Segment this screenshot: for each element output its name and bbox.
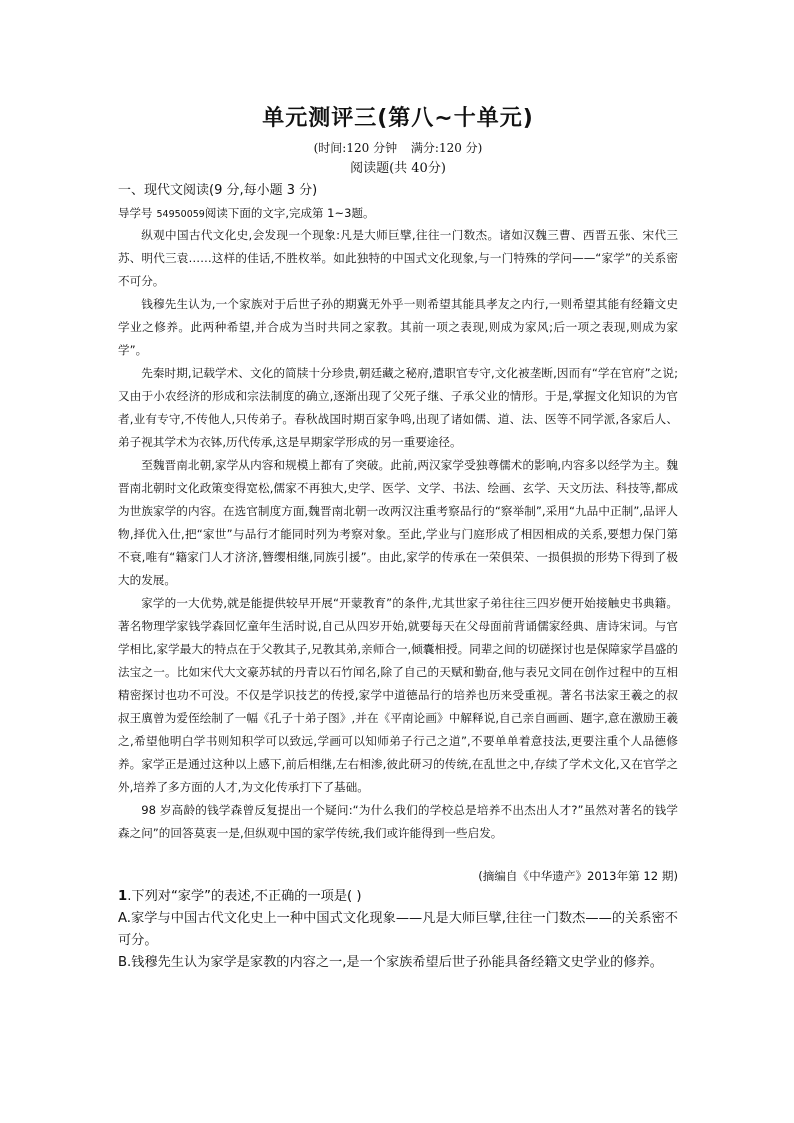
question-stem	[118, 886, 678, 908]
guide-text: 阅读下面的文字,完成第 1~3题。	[204, 206, 375, 220]
section-subheading: 阅读题(共 40分)	[350, 161, 446, 176]
exam-meta	[118, 140, 678, 156]
option-b[interactable]: B.钱穆先生认为家学是家教的内容之一,是一个家族希望后世子孙能具备经籍文史学业的修养。	[118, 955, 663, 970]
reading-passage	[118, 224, 678, 845]
exam-time: (时间:120 分钟	[313, 141, 398, 155]
guide-number: 54950059	[156, 209, 205, 220]
guide-label: 导学号	[118, 206, 153, 220]
passage-paragraph: 纵观中国古代文化史,会发现一个现象:凡是大师巨擘,往往一门数杰。诸如汉魏三曹、西晋五张、宋代三苏、明代三袁……这样的佳话,不胜枚举。如此独特的中国式文化现象,与一门特殊的学问——“家学”的关系密不可分。	[118, 228, 678, 288]
page-title: 单元测评三(第八~十单元)	[262, 106, 534, 131]
section-heading: 一、现代文阅读(9 分,每小题 3 分)	[118, 183, 318, 198]
passage-paragraph: 98 岁高龄的钱学森曾反复提出一个疑问:“为什么我们的学校总是培养不出杰出人才?”虽然对著名的钱学森之问”的回答莫衷一是,但纵观中国的家学传统,我们或许能得到一些启发。	[118, 803, 678, 840]
exam-score: 满分:120 分)	[410, 141, 483, 155]
passage-source: (摘编自《中华遗产》2013年第 12 期)	[478, 869, 678, 883]
question-1	[118, 886, 678, 974]
question-text: .下列对“家学”的表述,不正确的一项是( )	[127, 889, 362, 904]
question-number: 1	[118, 889, 128, 904]
option-a[interactable]: A.家学与中国古代文化史上一种中国式文化现象——凡是大师巨擘,往往一门数杰——的关系密不可分。	[118, 911, 678, 948]
passage-paragraph: 家学的一大优势,就是能提供较早开展“开蒙教育”的条件,尤其世家子弟往往三四岁便开始接触史书典籍。著名物理学家钱学森回忆童年生活时说,自己从四岁开始,就要每天在父母面前背诵儒家经典、唐诗宋词。与官学相比,家学最大的特点在于父教其子,兄教其弟,亲师合一,倾囊相授。同辈之间的切磋探讨也是保障家学昌盛的法宝之一。比如宋代大文豪苏轼的丹青以石竹闻名,除了自己的天赋和勤奋,他与表兄文同在创作过程中的互相精密探讨也功不可没。不仅是学识技艺的传授,家学中道德品行的培养也历来受重视。著名书法家王羲之的叔叔王廙曾为爱侄绘制了一幅《孔子十弟子图》,并在《平南论画》中解释说,自己亲自画画、题字,意在激励王羲之,希望他明白学书则知积学可以致远,学画可以知师弟子行己之道”,不要单单着意技法,更要注重个人品德修养。家学正是通过这种以上感下,前后相继,左右相渗,彼此研习的传统,在乱世之中,存续了学术文化,又在官学之外,培养了多方面的人才,为文化传承打下了基础。	[118, 596, 678, 794]
passage-paragraph: 至魏晋南北朝,家学从内容和规模上都有了突破。此前,两汉家学受独尊儒术的影响,内容多以经学为主。魏晋南北朝时文化政策变得宽松,儒家不再独大,史学、医学、文学、书法、绘画、玄学、天文历法、科技等,都成为世族家学的内容。在选官制度方面,魏晋南北朝一改两汉注重考察品行的“察举制”,采用“九品中正制”,品评人物,择优入仕,把“家世”与品行才能同时列为考察对象。至此,学业与门庭形成了相因相成的关系,要想力保门第不衰,唯有“籍家门人才济济,簪缨相继,同族引援”。由此,家学的传承在一荣俱荣、一损俱损的形势下得到了极大的发展。	[118, 458, 678, 587]
passage-paragraph: 钱穆先生认为,一个家族对于后世子孙的期冀无外乎一则希望其能具孝友之内行,一则希望其能有经籍文史学业之修养。此两种希望,并合成为当时共同之家教。其前一项之表现,则成为家风;后一项之表现,则成为家学”。	[118, 297, 678, 357]
passage-paragraph: 先秦时期,记载学术、文化的简牍十分珍贵,朝廷藏之秘府,遣职官专守,文化被垄断,因而有“学在官府”之说;又由于小农经济的形成和宗法制度的确立,逐渐出现了父死子继、子承父业的情形。于是,掌握文化知识的为官者,业有专守,不传他人,只传弟子。春秋战国时期百家争鸣,出现了诸如儒、道、法、医等不同学派,各家后人、弟子视其学术为衣钵,历代传承,这是早期家学形成的另一重要途径。	[118, 366, 678, 449]
guide-line	[118, 204, 374, 224]
